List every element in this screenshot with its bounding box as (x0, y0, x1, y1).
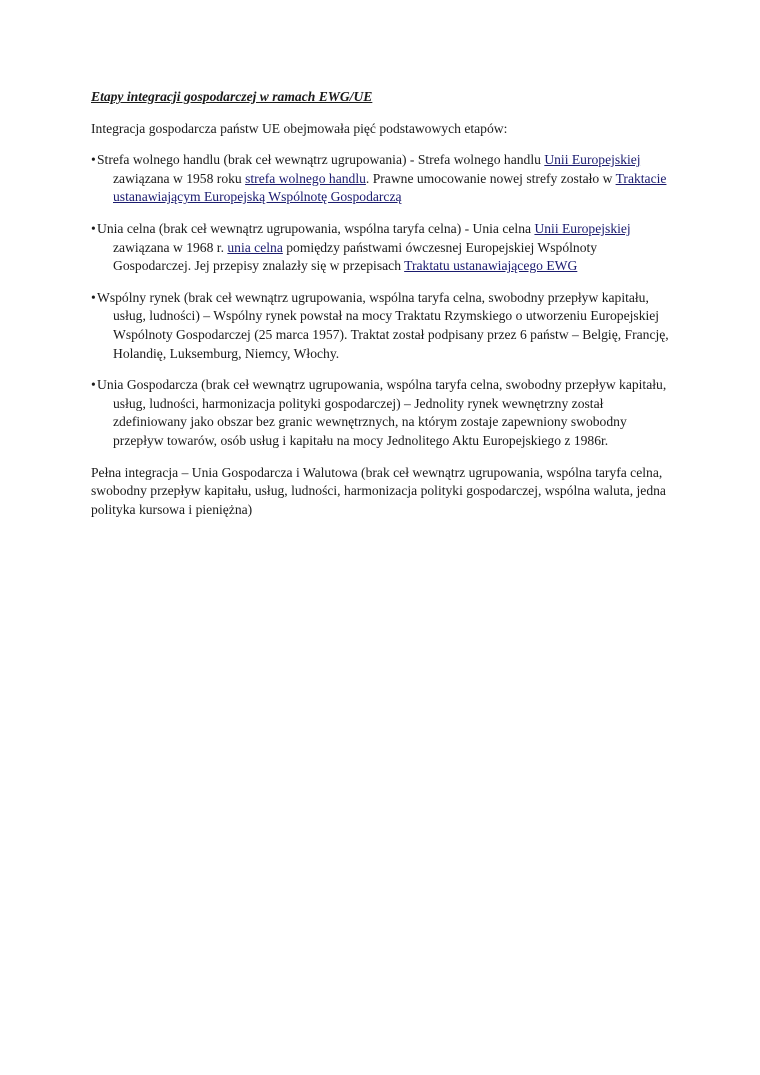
link-unii-europejskiej[interactable]: Unii Europejskiej (534, 220, 631, 236)
list-item-free-trade-area (91, 151, 671, 207)
item-text: zawiązana w 1958 roku (113, 170, 246, 186)
link-strefa-wolnego-handlu[interactable]: strefa wolnego handlu (245, 170, 366, 186)
link-traktat-ewg[interactable]: Traktacie ustanawiającym Europejską Wspólnotę Gospodarczą (113, 170, 667, 205)
document-title: Etapy integracji gospodarczej w ramach EWG/UE (91, 89, 373, 104)
intro-paragraph: Integracja gospodarcza państw UE obejmowała pięć podstawowych etapów: (91, 120, 508, 136)
item-text: zawiązana w 1968 r. (113, 239, 228, 255)
bullet-icon: • (91, 289, 96, 305)
item-text: Wspólny rynek (brak ceł wewnątrz ugrupowania, wspólna taryfa celna, swobodny przepływ kapitału, usług, ludności) – Wspólny rynek powstał na mocy Traktatu Rzymskiego o utworzeniu Europejskiej Wspólnoty Gospodarczej (25 marca 1957). Traktat został podpisany przez 6 państw – Belgię, Francję, Holandię, Luksemburg, Niemcy, Włochy. (97, 289, 669, 361)
list-item-common-market (91, 289, 671, 363)
bullet-icon: • (91, 220, 96, 236)
list-item-customs-union (91, 220, 671, 276)
document-body (91, 88, 671, 519)
stages-list (91, 151, 671, 450)
item-text: . Prawne umocowanie nowej strefy zostało w (365, 170, 616, 186)
item-text: Unia Gospodarcza (brak ceł wewnątrz ugrupowania, wspólna taryfa celna, swobodny przepływ kapitału, usług, ludności, harmonizacja polityki gospodarczej) – Jednolity rynek wewnętrzny został zdefiniowany jako obszar bez granic wewnętrznych, na którym zostaje zapewniony swobodny przepływ towarów, osób usług i kapitału na mocy Jednolitego Aktu Europejskiego z 1986r. (97, 377, 667, 448)
final-paragraph: Pełna integracja – Unia Gospodarcza i Walutowa (brak ceł wewnątrz ugrupowania, wspólna taryfa celna, swobodny przepływ kapitału, usług, ludności, harmonizacja polityki gospodarczej, wspólna waluta, jedna polityka kursowa i pieniężna) (91, 464, 666, 517)
item-text: pomiędzy państwami ówczesnej Europejskiej Wspólnoty Gospodarczej. Jej przepisy znalazły się w przepisach (113, 239, 598, 274)
link-unia-celna[interactable]: unia celna (227, 239, 283, 255)
bullet-icon: • (91, 152, 96, 168)
item-text: Strefa wolnego handlu (brak ceł wewnątrz ugrupowania) - Strefa wolnego handlu (97, 152, 545, 168)
list-item-economic-union (91, 376, 671, 450)
link-traktat-ustanawiajacy-ewg[interactable]: Traktatu ustanawiającego EWG (404, 258, 578, 274)
bullet-icon: • (91, 377, 96, 393)
link-unii-europejskiej[interactable]: Unii Europejskiej (544, 152, 641, 168)
item-text: Unia celna (brak ceł wewnątrz ugrupowania, wspólna taryfa celna) - Unia celna (97, 220, 535, 236)
